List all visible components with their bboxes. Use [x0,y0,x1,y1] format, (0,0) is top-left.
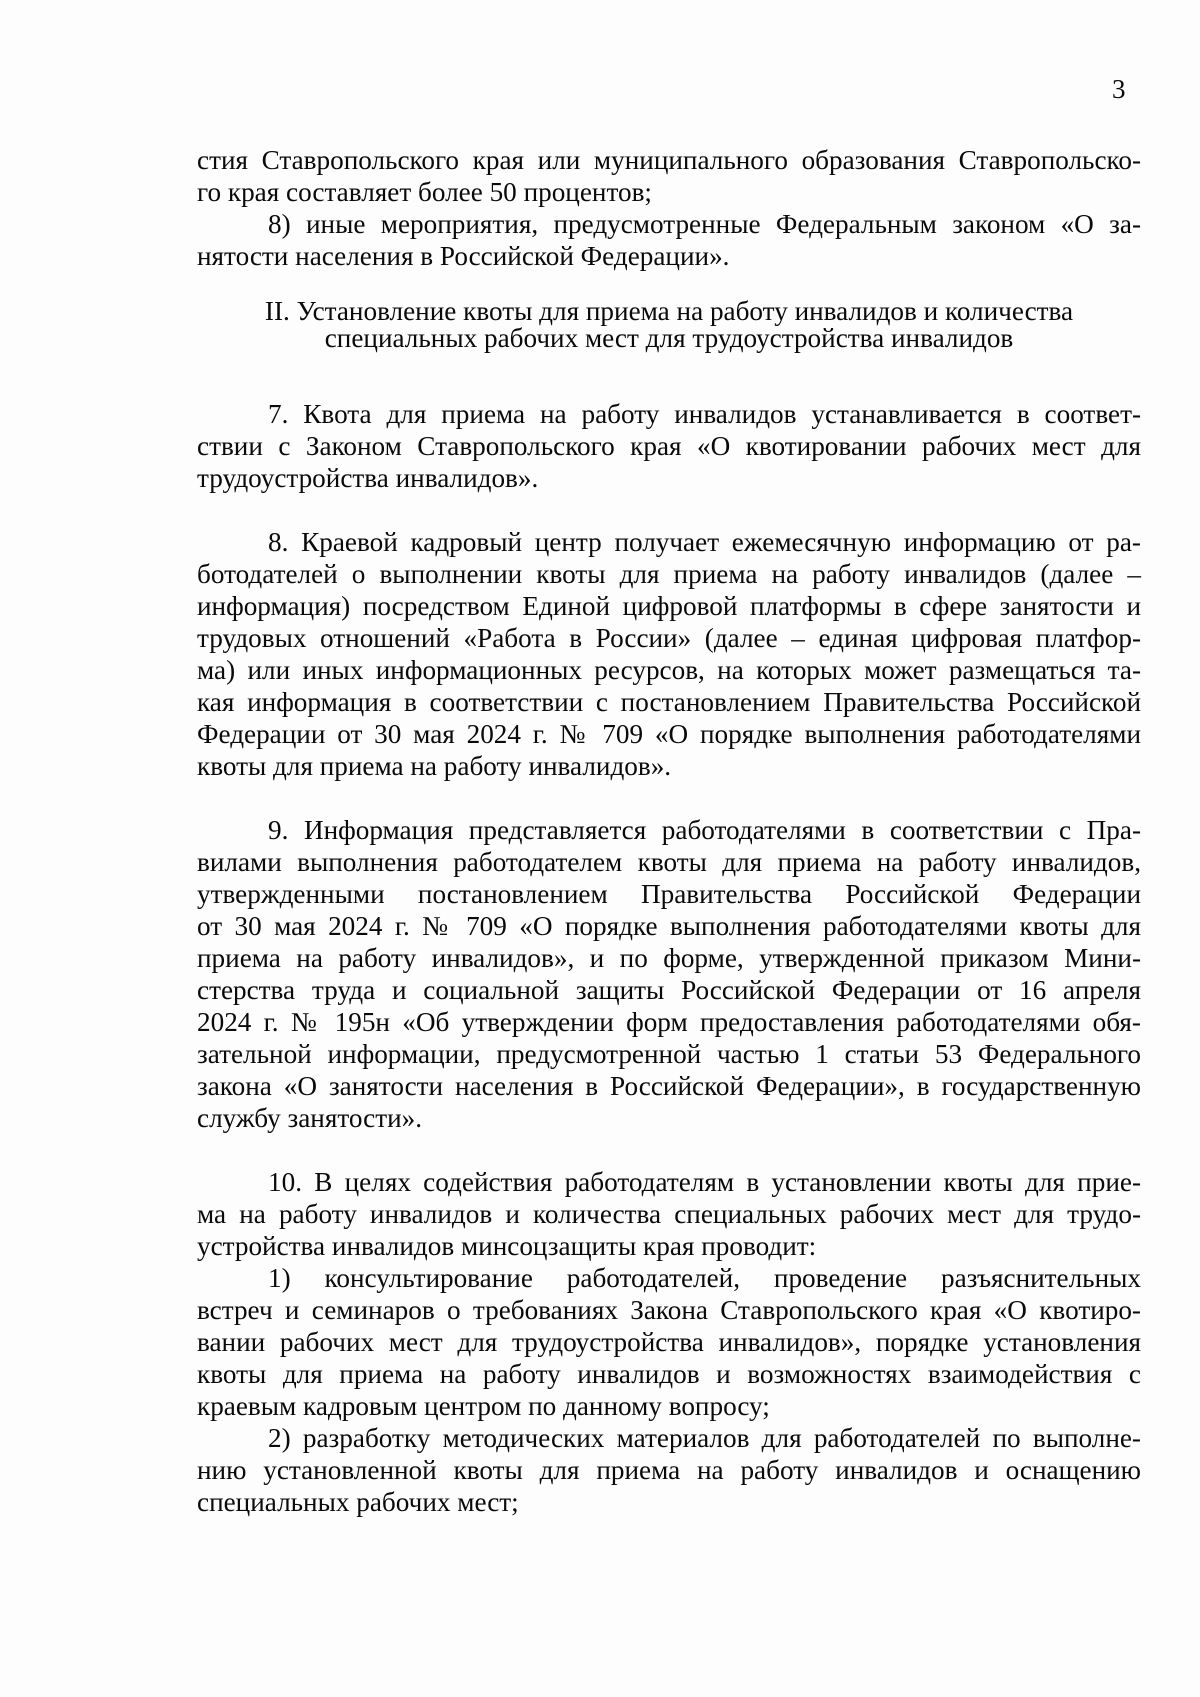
text-line: Федерации от 30 мая 2024 г. № 709 «О порядке выполнения работодателями [197,719,1141,749]
text-line: 2) разработку методических материалов для работодателей по выполне- [268,1423,1141,1453]
text-line: стерства труда и социальной защиты Российской Федерации от 16 апреля [197,975,1141,1005]
paragraph-7 [197,398,1141,494]
text-line: вилами выполнения работодателем квоты для приема на работу инвалидов, [197,847,1141,877]
spacer [197,1134,1141,1166]
text-line: вании рабочих мест для трудоустройства инвалидов», порядке установления [197,1327,1141,1357]
text-line: 9. Информация представляется работодателями в соответствии с Пра- [268,815,1141,845]
text-line: 8. Краевой кадровый центр получает ежемесячную информацию от ра- [268,527,1141,557]
text-line: краевым кадровым центром по данному вопросу; [197,1391,770,1421]
text-line: специальных рабочих мест; [197,1487,519,1517]
text-line: устройства инвалидов минсоцзащиты края проводит: [197,1231,817,1261]
text-line: стия Ставропольского края или муниципального образования Ставропольско- [197,145,1141,175]
page-number: 3 [1112,74,1126,104]
text-line: от 30 мая 2024 г. № 709 «О порядке выполнения работодателями квоты для [197,911,1141,941]
document-body [197,144,1141,1518]
item-8-paragraph [197,208,1141,272]
text-line: ствии с Законом Ставропольского края «О квотировании рабочих мест для [197,431,1141,461]
spacer [197,494,1141,526]
subitem-2 [197,1422,1141,1518]
text-line: го края составляет более 50 процентов; [197,177,652,207]
paragraph-9 [197,814,1141,1134]
text-line: службу занятости». [197,1103,423,1133]
text-line: трудовых отношений «Работа в России» (далее – единая цифровая платфор- [197,623,1141,653]
subitem-1 [197,1262,1141,1422]
text-line: ма на работу инвалидов и количества специальных рабочих мест для трудо- [197,1199,1141,1229]
text-line: нию установленной квоты для приема на работу инвалидов и оснащению [197,1455,1141,1485]
spacer [197,782,1141,814]
text-line: встреч и семинаров о требованиях Закона Ставропольского края «О квотиро- [197,1295,1141,1325]
text-line: кая информация в соответствии с постановлением Правительства Российской [197,687,1141,717]
text-line: утвержденными постановлением Правительства Российской Федерации [197,879,1141,909]
section-heading [197,298,1141,352]
text-line: 1) консультирование работодателей, проведение разъяснительных [268,1263,1141,1293]
text-line: трудоустройства инвалидов». [197,463,539,493]
text-line: 8) иные мероприятия, предусмотренные Федеральным законом «О за- [268,209,1141,239]
spacer [197,272,1141,298]
text-line: 2024 г. № 195н «Об утверждении форм предоставления работодателями обя- [197,1007,1141,1037]
text-line: закона «О занятости населения в Российской Федерации», в государственную [197,1071,1141,1101]
text-line: ботодателей о выполнении квоты для приема на работу инвалидов (далее – [197,559,1141,589]
paragraph-10 [197,1166,1141,1262]
text-line: нятости населения в Российской Федерации». [197,241,730,271]
text-line: информация) посредством Единой цифровой платформы в сфере занятости и [197,591,1141,621]
text-line: 10. В целях содействия работодателям в установлении квоты для прие- [268,1167,1141,1197]
heading-line: II. Установление квоты для приема на работу инвалидов и количества [264,296,1074,326]
heading-line: специальных рабочих мест для трудоустройства инвалидов [324,323,1014,353]
text-line: квоты для приема на работу инвалидов и возможностях взаимодействия с [197,1359,1141,1389]
text-line: 7. Квота для приема на работу инвалидов устанавливается в соответ- [268,399,1141,429]
text-line: зательной информации, предусмотренной частью 1 статьи 53 Федерального [197,1039,1141,1069]
text-line: ма) или иных информационных ресурсов, на которых может размещаться та- [197,655,1141,685]
text-line: квоты для приема на работу инвалидов». [197,751,672,781]
text-line: приема на работу инвалидов», и по форме, утвержденной приказом Мини- [197,943,1141,973]
paragraph-8 [197,526,1141,782]
spacer [197,352,1141,398]
intro-paragraph [197,144,1141,208]
